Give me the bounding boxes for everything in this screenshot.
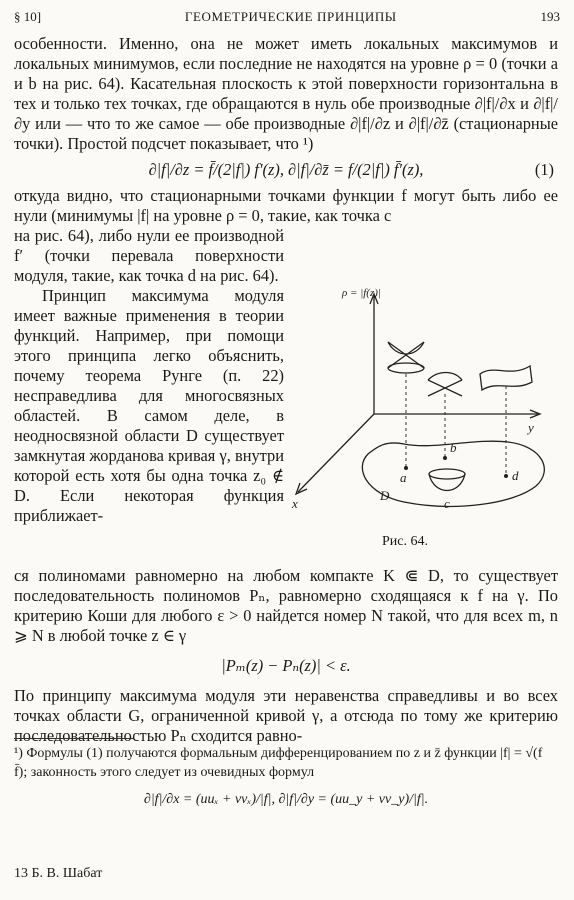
- footnote-text: ¹) Формулы (1) получаются формальным дифференцированием по z и z̄ функции |f| = √(f f̄); законность этого следует из очевидных формул: [14, 746, 543, 780]
- footnote-rule: [14, 738, 134, 739]
- running-title: ГЕОМЕТРИЧЕСКИЕ ПРИНЦИПЫ: [184, 9, 397, 24]
- saddle-a-base: [388, 363, 424, 373]
- section-ref: § 10]: [14, 9, 42, 24]
- saddle-b-lines: [428, 380, 462, 396]
- figure-caption: Рис. 64.: [382, 534, 428, 549]
- label-d: d: [512, 468, 519, 483]
- surface-diagram: [284, 282, 554, 532]
- equation-1: [14, 160, 558, 180]
- paragraph-5: По принципу максимума модуля эти неравенства справедливы и во всех точках области G, ограниченной кривой γ, а отсюда по тому же критерию последовательностью Pₙ сходится равно-: [14, 686, 558, 745]
- page-number: 193: [540, 9, 560, 24]
- label-region-d: D: [380, 488, 390, 503]
- label-rho: ρ = |f(z)|: [342, 287, 381, 299]
- label-c: c: [444, 496, 450, 511]
- footnote: [14, 744, 558, 809]
- saddle-a: [388, 342, 424, 354]
- cup-c: [429, 474, 465, 491]
- paragraph-2b: на рис. 64), либо нули ее производной f′ (точки перевала поверхности модуля, такие, как точка d на рис. 64).: [14, 226, 284, 285]
- equation-1-body: ∂|f|/∂z = f̄/(2|f|) f′(z), ∂|f|/∂z̄ = f/(2|f|) f̄′(z),: [148, 160, 424, 179]
- point-b-dot: [443, 456, 447, 460]
- figure-64: [284, 282, 554, 552]
- label-y: y: [528, 420, 534, 435]
- page-header: [14, 6, 560, 28]
- equation-2: |Pₘ(z) − Pₙ(z)| < ε.: [221, 656, 351, 675]
- paragraph-1: особенности. Именно, она не может иметь локальных максимумов и локальных минимумов, если последние не находятся на уровне ρ = 0 (точки a и b на рис. 64). Касательная плоскость к этой поверхности горизонтальна в тех и только тех точках, где обращаются в нуль обе производные ∂|f|/∂x и ∂|f|/∂y или — что то же самое — обе производные ∂|f|/∂z и ∂|f|/∂z̄ (стационарные точки). Простой подсчет показывает, что ¹): [14, 34, 558, 153]
- paragraph-4: ся полиномами равномерно на любом компакте K ⋐ D, то существует последовательность полиномов Pₙ, равномерно сходящаяся к f на γ. По критерию Коши для любого ε > 0 найдется номер N такой, что для всех m, n ⩾ N в любой точке z ∈ γ: [14, 566, 558, 645]
- label-a: a: [400, 470, 407, 485]
- main-text-continued: [14, 566, 558, 746]
- footnote-formula: ∂|f|/∂x = (uuₓ + vvₓ)/|f|, ∂|f|/∂y = (uu_y + vv_y)/|f|.: [143, 792, 429, 807]
- equation-1-number: (1): [534, 160, 554, 179]
- paragraph-2a: откуда видно, что стационарными точками функции f могут быть либо ее нули (минимумы |f| на уровне ρ = 0, такие, как точка c: [14, 186, 558, 225]
- point-d-dot: [504, 474, 508, 478]
- x-axis: [298, 414, 374, 492]
- signature-footer: 13 Б. В. Шабат: [14, 866, 103, 881]
- cup-c-rim: [429, 469, 465, 479]
- label-x: x: [292, 496, 298, 511]
- label-b: b: [450, 440, 457, 455]
- paragraph-3: Принцип максимума модуля имеет важные применения в теории функций. Например, при помощи этого принципа легко объяснить, почему теорема Рунге (п. 22) несправедлива для многосвязных областей. В самом деле, в неодносвязной области D существует замкнутая жорданова кривая γ, внутри которой есть хотя бы одна точка z₀ ∉ D. Если некоторая функция приближает-: [14, 286, 284, 525]
- saddle-b: [428, 373, 462, 381]
